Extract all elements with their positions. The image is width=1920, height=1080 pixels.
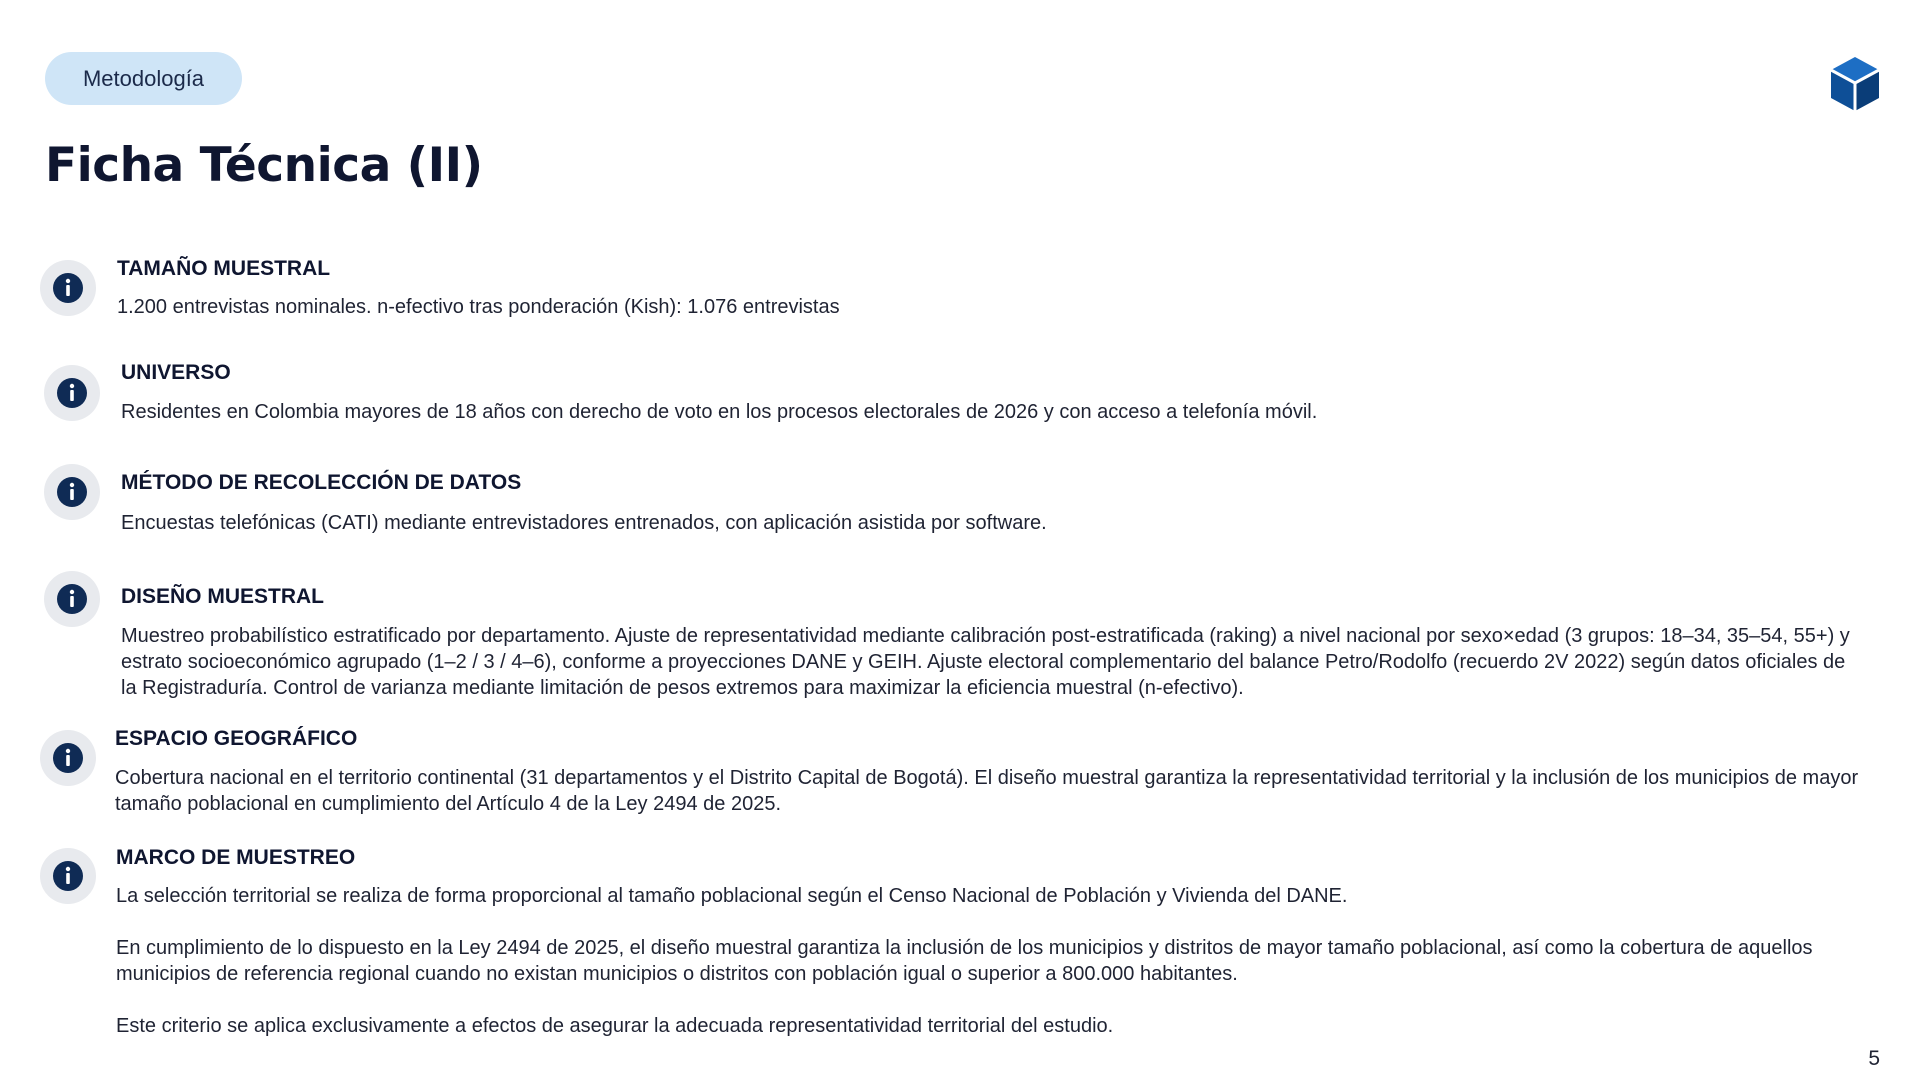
section-paragraph: Cobertura nacional en el territorio continental (31 departamentos y el Distrito Capital de Bogotá). El diseño muestral garantiza la representatividad territorial y la inclusión de los municipios de mayor tamaño poblacional en cumplimiento del Artículo 4 de la Ley 2494 de 2025. [115,767,1859,815]
section-body [115,765,1885,817]
section-paragraph: La selección territorial se realiza de forma proporcional al tamaño poblacional según el Censo Nacional de Población y Vivienda del DANE. [116,885,1348,907]
section-paragraph: Muestreo probabilístico estratificado por departamento. Ajuste de representatividad mediante calibración post-estratificada (raking) a nivel nacional por sexo×edad (3 grupos: 18–34, 35–54, 55+) y estrato socioeconómico agrupado (1–2 / 3 / 4–6), conforme a proyecciones DANE y GEIH. Ajuste electoral complementario del balance Petro/Rodolfo (recuerdo 2V 2022) según datos oficiales de la Registraduría. Control de varianza mediante limitación de pesos extremos para maximizar la eficiencia muestral (n-efectivo). [121,625,1850,699]
page-title: Ficha Técnica (II) [45,138,483,193]
info-icon [44,571,100,627]
section-body [121,399,1861,425]
section-paragraph: Este criterio se aplica exclusivamente a efectos de asegurar la adecuada representatividad territorial del estudio. [116,1015,1114,1037]
section-heading: DISEÑO MUESTRAL [121,585,325,608]
info-icon [44,365,100,421]
info-icon [40,260,96,316]
section-heading: MÉTODO DE RECOLECCIÓN DE DATOS [121,471,522,494]
section-body [117,294,1857,320]
section-body [116,883,1856,1039]
cube-logo-icon [1828,55,1882,113]
section-heading: ESPACIO GEOGRÁFICO [115,727,358,750]
section-tag [45,52,242,105]
section-tag-label: Metodología [82,65,205,91]
section-paragraph: Encuestas telefónicas (CATI) mediante entrevistadores entrenados, con aplicación asistida por software. [121,512,1047,534]
section-paragraph: Residentes en Colombia mayores de 18 años con derecho de voto en los procesos electorales de 2026 y con acceso a telefonía móvil. [121,401,1318,423]
section-body [121,510,1861,536]
section-body [121,623,1861,701]
info-icon [44,464,100,520]
info-icon [40,848,96,904]
page-number: 5 [1868,1047,1880,1070]
section-paragraph: 1.200 entrevistas nominales. n-efectivo tras ponderación (Kish): 1.076 entrevistas [117,296,840,318]
info-icon [40,730,96,786]
section-heading: MARCO DE MUESTREO [116,846,356,869]
section-paragraph: En cumplimiento de lo dispuesto en la Ley 2494 de 2025, el diseño muestral garantiza la inclusión de los municipios y distritos de mayor tamaño poblacional, así como la cobertura de aquellos municipios de referencia regional cuando no existan municipios o distritos con población igual o superior a 800.000 habitantes. [116,937,1813,985]
section-heading: UNIVERSO [121,361,231,384]
section-heading: TAMAÑO MUESTRAL [117,257,331,280]
